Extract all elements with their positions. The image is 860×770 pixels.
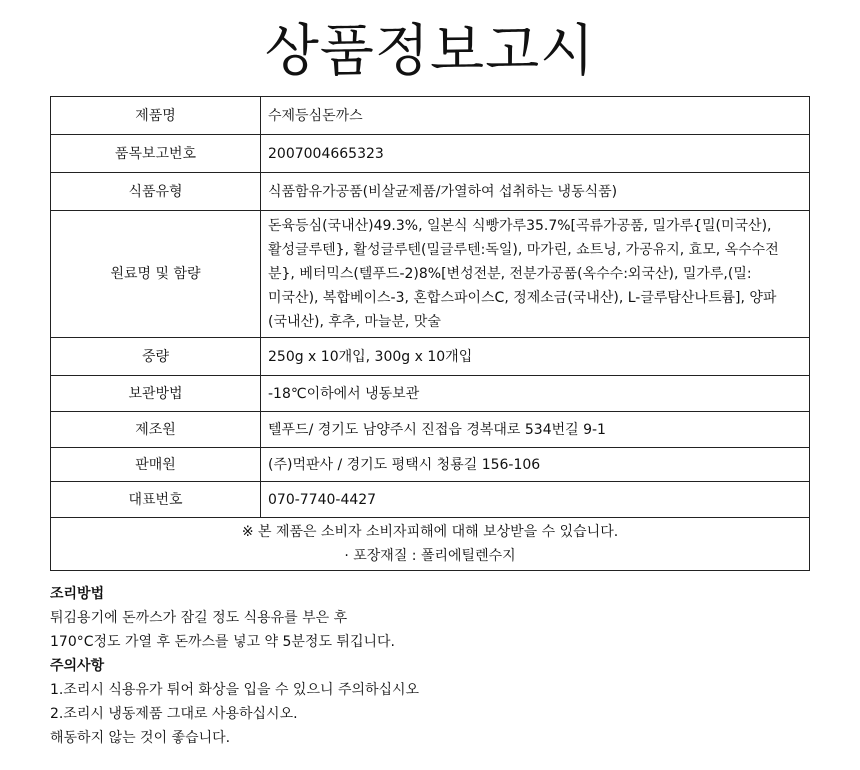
row-label-ingredients: 원료명 및 함량: [51, 211, 261, 338]
table-row: [51, 518, 810, 571]
caution-line: 1.조리시 식용유가 튀어 화상을 입을 수 있으니 주의하십시오: [50, 682, 420, 698]
row-value-food-type: 식품함유가공품(비살균제품/가열하여 섭취하는 냉동식품): [261, 173, 810, 211]
cooking-line: 170°C정도 가열 후 돈까스를 넣고 약 5분정도 튀깁니다.: [50, 634, 395, 650]
caution-heading: 주의사항: [50, 658, 105, 674]
cooking-heading: 조리방법: [50, 586, 105, 602]
row-label-report-number: 품목보고번호: [51, 135, 261, 173]
row-value-storage: -18℃이하에서 냉동보관: [261, 376, 810, 412]
row-label-seller: 판매원: [51, 448, 261, 482]
row-label-phone: 대표번호: [51, 482, 261, 518]
row-value-weight: 250g x 10개입, 300g x 10개입: [261, 338, 810, 376]
notice-cell: [51, 518, 810, 571]
table-row: [51, 338, 810, 376]
instructions-section: [50, 582, 810, 750]
page-title: 상품정보고시: [264, 19, 596, 84]
row-label-product-name: 제품명: [51, 97, 261, 135]
row-value-manufacturer: 텔푸드/ 경기도 남양주시 진접읍 경복대로 534번길 9-1: [261, 412, 810, 448]
ingredients-line: 활성글루텐}, 활성글루텐(밀글루텐:독일), 마가린, 쇼트닝, 가공유지, 효모, 옥수수전: [268, 242, 779, 258]
row-label-food-type: 식품유형: [51, 173, 261, 211]
caution-line: 2.조리시 냉동제품 그대로 사용하십시오.: [50, 706, 298, 722]
row-label-storage: 보관방법: [51, 376, 261, 412]
cooking-line: 튀김용기에 돈까스가 잠길 정도 식용유를 부은 후: [50, 610, 348, 626]
table-row: [51, 97, 810, 135]
notice-packaging-material: · 포장재질 : 폴리에틸렌수지: [344, 548, 516, 564]
caution-line: 해동하지 않는 것이 좋습니다.: [50, 730, 231, 746]
ingredients-line: 돈육등심(국내산)49.3%, 일본식 식빵가루35.7%[곡류가공품, 밀가루{밀(미국산),: [268, 218, 772, 234]
row-label-weight: 중량: [51, 338, 261, 376]
notice-compensation: ※ 본 제품은 소비자 소비자피해에 대해 보상받을 수 있습니다.: [241, 524, 619, 540]
ingredients-line: 분}, 베터믹스(텔푸드-2)8%[변성전분, 전분가공품(옥수수:외국산), 밀가루,(밀:: [268, 266, 752, 282]
table-row: [51, 412, 810, 448]
row-value-ingredients: [261, 211, 810, 338]
row-value-seller: (주)먹판사 / 경기도 평택시 청룡길 156-106: [261, 448, 810, 482]
row-value-product-name: 수제등심돈까스: [261, 97, 810, 135]
row-value-phone: 070-7740-4427: [261, 482, 810, 518]
table-row: [51, 482, 810, 518]
product-info-table: [50, 96, 810, 571]
row-label-manufacturer: 제조원: [51, 412, 261, 448]
table-row: [51, 448, 810, 482]
ingredients-line: (국내산), 후추, 마늘분, 맛술: [268, 314, 441, 330]
row-value-report-number: 2007004665323: [261, 135, 810, 173]
table-row: [51, 211, 810, 338]
table-row: [51, 376, 810, 412]
table-row: [51, 173, 810, 211]
table-row: [51, 135, 810, 173]
ingredients-line: 미국산), 복합베이스-3, 혼합스파이스C, 정제소금(국내산), L-글루탐산나트륨], 양파: [268, 290, 777, 306]
